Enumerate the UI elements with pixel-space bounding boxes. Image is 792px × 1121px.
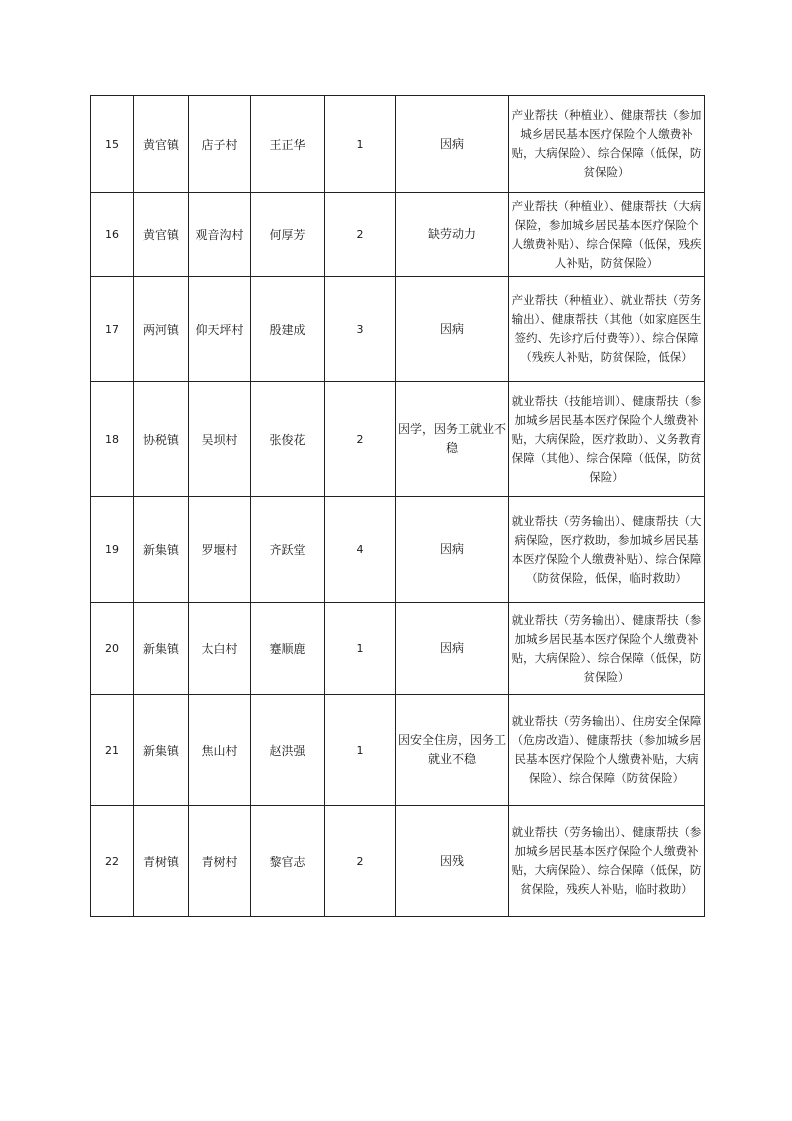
household-size-cell: 1 [325, 603, 396, 695]
village-cell: 吴坝村 [189, 382, 251, 497]
table-row [91, 603, 705, 695]
town-cell: 新集镇 [134, 695, 189, 806]
village-cell: 仰天坪村 [189, 277, 251, 382]
village-cell: 焦山村 [189, 695, 251, 806]
table-row [91, 96, 705, 193]
assistance-measures-cell: 产业帮扶（种植业）、健康帮扶（大病保险，参加城乡居民基本医疗保险个人缴费补贴）、综合保障（低保，残疾人补贴，防贫保险） [509, 193, 705, 277]
householder-name-cell: 黎官志 [251, 806, 325, 917]
row-number: 22 [91, 806, 134, 917]
row-number: 21 [91, 695, 134, 806]
poverty-reason-cell: 因病 [396, 277, 509, 382]
householder-name-cell: 殷建成 [251, 277, 325, 382]
household-size-cell: 1 [325, 96, 396, 193]
village-cell: 罗堰村 [189, 497, 251, 603]
table-row [91, 382, 705, 497]
poverty-reason-cell: 因学，因务工就业不稳 [396, 382, 509, 497]
household-size-cell: 3 [325, 277, 396, 382]
table-row [91, 806, 705, 917]
assistance-measures-cell: 就业帮扶（劳务输出）、健康帮扶（参加城乡居民基本医疗保险个人缴费补贴，大病保险）、综合保障（低保，防贫保险，残疾人补贴，临时救助） [509, 806, 705, 917]
row-number: 15 [91, 96, 134, 193]
assistance-measures-cell: 就业帮扶（技能培训）、健康帮扶（参加城乡居民基本医疗保险个人缴费补贴，大病保险，医疗救助）、义务教育保障（其他）、综合保障（低保，防贫保险） [509, 382, 705, 497]
village-cell: 店子村 [189, 96, 251, 193]
assistance-measures-cell: 就业帮扶（劳务输出）、住房安全保障（危房改造）、健康帮扶（参加城乡居民基本医疗保险个人缴费补贴，大病保险）、综合保障（防贫保险） [509, 695, 705, 806]
town-cell: 青树镇 [134, 806, 189, 917]
assistance-measures-cell: 就业帮扶（劳务输出）、健康帮扶（大病保险，医疗救助，参加城乡居民基本医疗保险个人缴费补贴）、综合保障（防贫保险，低保，临时救助） [509, 497, 705, 603]
poverty-reason-cell: 因安全住房，因务工就业不稳 [396, 695, 509, 806]
householder-name-cell: 王正华 [251, 96, 325, 193]
village-cell: 观音沟村 [189, 193, 251, 277]
row-number: 19 [91, 497, 134, 603]
row-number: 18 [91, 382, 134, 497]
table-row [91, 497, 705, 603]
household-size-cell: 2 [325, 193, 396, 277]
table-row [91, 695, 705, 806]
town-cell: 新集镇 [134, 497, 189, 603]
poverty-reason-cell: 因病 [396, 603, 509, 695]
householder-name-cell: 齐跃堂 [251, 497, 325, 603]
householder-name-cell: 何厚芳 [251, 193, 325, 277]
householder-name-cell: 张俊花 [251, 382, 325, 497]
household-size-cell: 2 [325, 382, 396, 497]
town-cell: 黄官镇 [134, 96, 189, 193]
poverty-reason-cell: 因病 [396, 497, 509, 603]
town-cell: 新集镇 [134, 603, 189, 695]
assistance-measures-cell: 产业帮扶（种植业）、就业帮扶（劳务输出）、健康帮扶（其他（如家庭医生签约、先诊疗后付费等））、综合保障（残疾人补贴，防贫保险，低保） [509, 277, 705, 382]
poverty-reason-cell: 缺劳动力 [396, 193, 509, 277]
table-row [91, 193, 705, 277]
row-number: 17 [91, 277, 134, 382]
poverty-reason-cell: 因病 [396, 96, 509, 193]
householder-name-cell: 赵洪强 [251, 695, 325, 806]
household-size-cell: 2 [325, 806, 396, 917]
row-number: 16 [91, 193, 134, 277]
town-cell: 黄官镇 [134, 193, 189, 277]
table-row [91, 277, 705, 382]
householder-name-cell: 蹇顺鹿 [251, 603, 325, 695]
poverty-reason-cell: 因残 [396, 806, 509, 917]
town-cell: 两河镇 [134, 277, 189, 382]
row-number: 20 [91, 603, 134, 695]
assistance-measures-cell: 就业帮扶（劳务输出）、健康帮扶（参加城乡居民基本医疗保险个人缴费补贴，大病保险）、综合保障（低保，防贫保险） [509, 603, 705, 695]
village-cell: 青树村 [189, 806, 251, 917]
village-cell: 太白村 [189, 603, 251, 695]
household-size-cell: 1 [325, 695, 396, 806]
assistance-measures-cell: 产业帮扶（种植业）、健康帮扶（参加城乡居民基本医疗保险个人缴费补贴，大病保险）、综合保障（低保，防贫保险） [509, 96, 705, 193]
poverty-household-table [90, 95, 705, 917]
household-size-cell: 4 [325, 497, 396, 603]
town-cell: 协税镇 [134, 382, 189, 497]
